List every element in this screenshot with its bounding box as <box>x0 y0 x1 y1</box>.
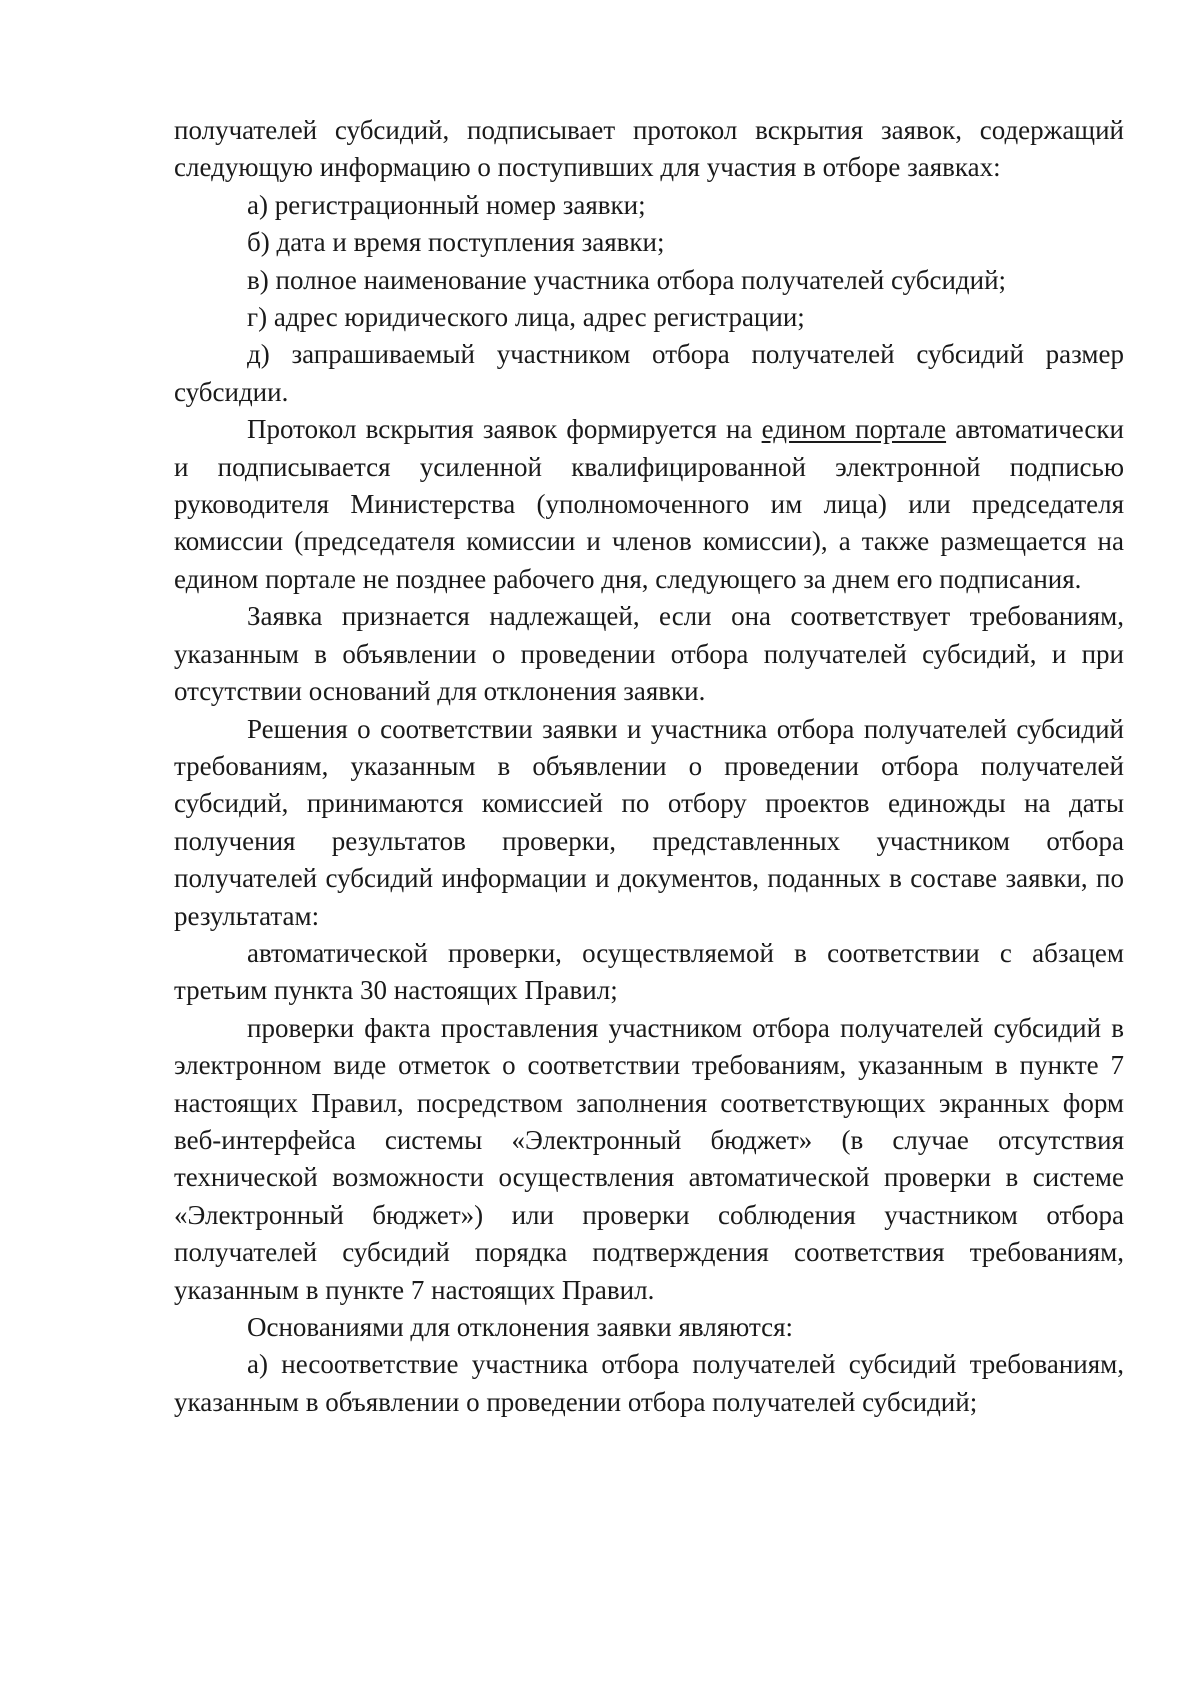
fact-check-paragraph: проверки факта проставления участником отбора получателей субсидий в электронном виде отметок о соответствии требованиям, указанным в пункте 7 настоящих Правил, посредством заполнения соответствующих экранных форм веб-интерфейса системы «Электронный бюджет» (в случае отсутствия технической возможности осуществления автоматической проверки в системе «Электронный бюджет») или проверки соблюдения участником отбора получателей субсидий порядка подтверждения соответствия требованиям, указанным в пункте 7 настоящих Правил. <box>174 1012 1124 1305</box>
proper-application-paragraph: Заявка признается надлежащей, если она соответствует требованиям, указанным в объявлении о проведении отбора получателей субсидий, и при отсутствии оснований для отклонения заявки. <box>174 601 1124 707</box>
list-item-g: г) адрес юридического лица, адрес регистрации; <box>247 302 805 333</box>
decisions-paragraph: Решения о соответствии заявки и участника отбора получателей субсидий требованиям, указанным в объявлении о проведении отбора получателей субсидий, принимаются комиссией по отбору проектов единожды на даты получения результатов проверки, представленных участником отбора получателей субсидий информации и документов, поданных в составе заявки, по результатам: <box>174 713 1124 931</box>
protocol-text-before: Протокол вскрытия заявок формируется на <box>247 414 762 445</box>
document-page <box>174 112 1124 1421</box>
rejection-grounds-heading: Основаниями для отклонения заявки являются: <box>247 1312 794 1342</box>
protocol-paragraph <box>174 411 1124 598</box>
unified-portal-link[interactable]: едином портале <box>761 414 947 445</box>
auto-check-paragraph: автоматической проверки, осуществляемой в соответствии с абзацем третьим пункта 30 настоящих Правил; <box>174 937 1124 1006</box>
list-item-b: б) дата и время поступления заявки; <box>247 227 665 258</box>
rejection-ground-a: а) несоответствие участника отбора получателей субсидий требованиям, указанным в объявлении о проведении отбора получателей субсидий; <box>174 1349 1124 1417</box>
list-item-v: в) полное наименование участника отбора получателей субсидий; <box>247 264 1007 295</box>
list-item-a: а) регистрационный номер заявки; <box>247 189 646 220</box>
intro-paragraph: получателей субсидий, подписывает протокол вскрытия заявок, содержащий следующую информацию о поступивших для участия в отборе заявках: <box>174 115 1124 183</box>
list-item-d: д) запрашиваемый участником отбора получателей субсидий размер субсидии. <box>174 339 1124 407</box>
protocol-text-after: автоматически и подписывается усиленной квалифицированной электронной подписью руководителя Министерства (уполномоченного им лица) или председателя комиссии (председателя комиссии и членов комиссии), а также размещается на едином портале не позднее рабочего дня, следующего за днем его подписания. <box>174 414 1124 594</box>
